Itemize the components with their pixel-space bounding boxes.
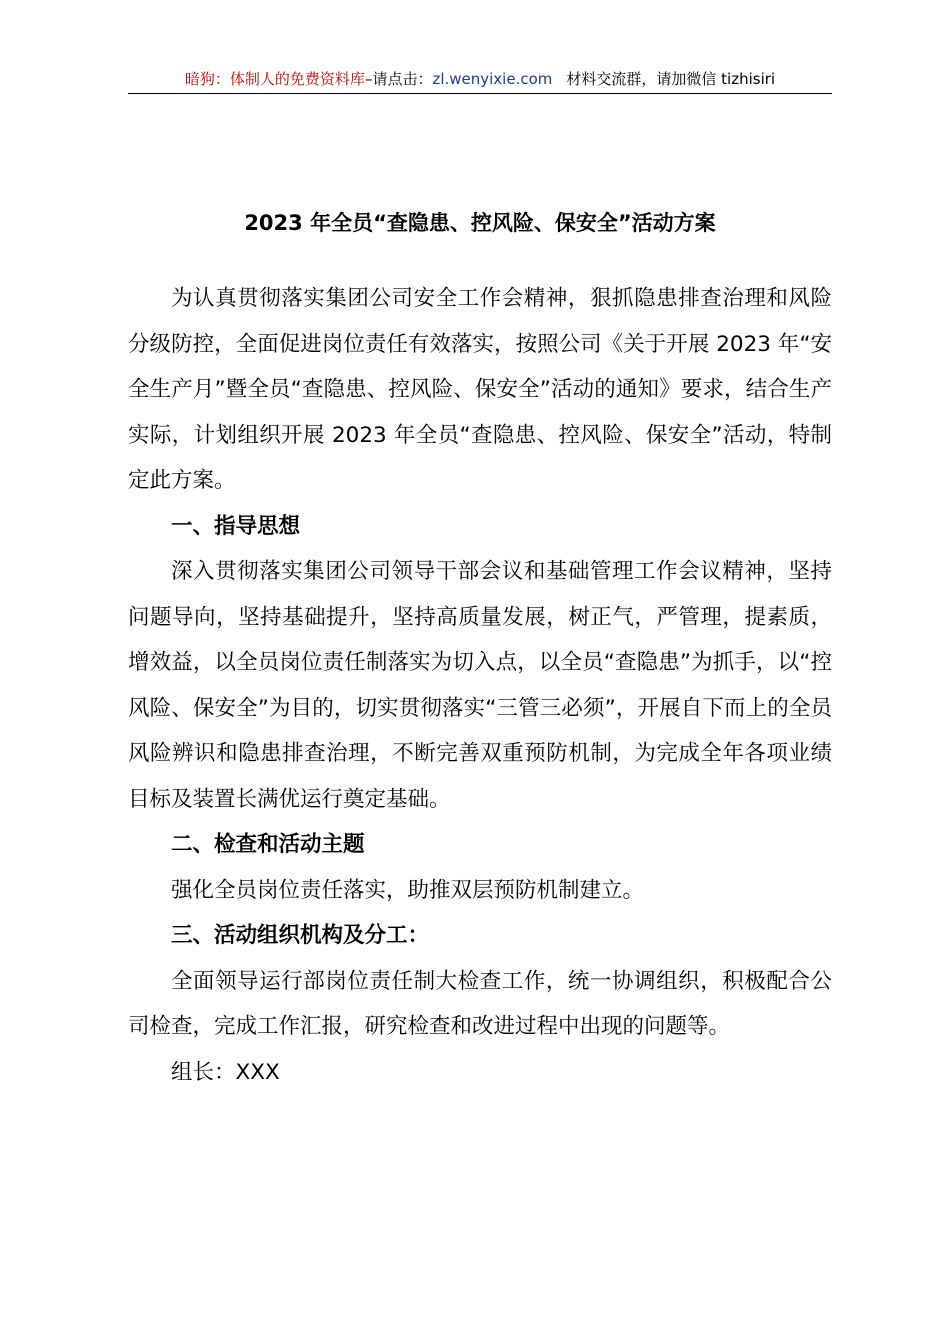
team-leader-line: 组长：XXX — [171, 1059, 280, 1085]
document-title: 2023 年全员“查隐患、控风险、保安全”活动方案 — [244, 211, 716, 235]
section-heading-guiding-ideology: 一、指导思想 — [171, 513, 301, 539]
intro-paragraph: 为认真贯彻落实集团公司安全工作会精神，狠抓隐患排查治理和风险分级防控，全面促进岗位责任有效落实，按照公司《关于开展 2023 年“安全生产月”暨全员“查隐患、控风险、保安全”活动的通知》要求，结合生产实际，计划组织开展 2023 年全员“查隐患、控风险、保安全”活动，特制定此方案。 — [128, 286, 832, 493]
section-heading-theme: 二、检查和活动主题 — [171, 832, 365, 857]
page-header — [128, 68, 832, 90]
section-body-guiding-ideology: 深入贯彻落实集团公司领导干部会议和基础管理工作会议精神，坚持问题导向，坚持基础提升，坚持高质量发展，树正气，严管理，提素质，增效益，以全员岗位责任制落实为切入点，以全员“查隐患”为抓手，以“控风险、保安全”为目的，切实贯彻落实“三管三必须”，开展自下而上的全员风险辨识和隐患排查治理，不断完善双重预防机制，为完成全年各项业绩目标及装置长满优运行奠定基础。 — [128, 559, 832, 812]
document-body — [128, 276, 832, 1095]
section-body-organization: 全面领导运行部岗位责任制大检查工作，统一协调组织，积极配合公司检查，完成工作汇报，研究检查和改进过程中出现的问题等。 — [128, 968, 832, 1039]
header-link-prompt: –请点击： — [364, 70, 433, 88]
header-url-link[interactable]: zl.wenyixie.com — [432, 70, 553, 88]
section-body-theme: 强化全员岗位责任落实，助推双层预防机制建立。 — [171, 877, 645, 903]
section-heading-organization: 三、活动组织机构及分工： — [171, 923, 430, 948]
header-brand: 暗狗：体制人的免费资料库 — [184, 70, 365, 88]
header-divider — [128, 93, 832, 94]
header-contact: 材料交流群，请加微信 tizhisiri — [566, 70, 776, 88]
